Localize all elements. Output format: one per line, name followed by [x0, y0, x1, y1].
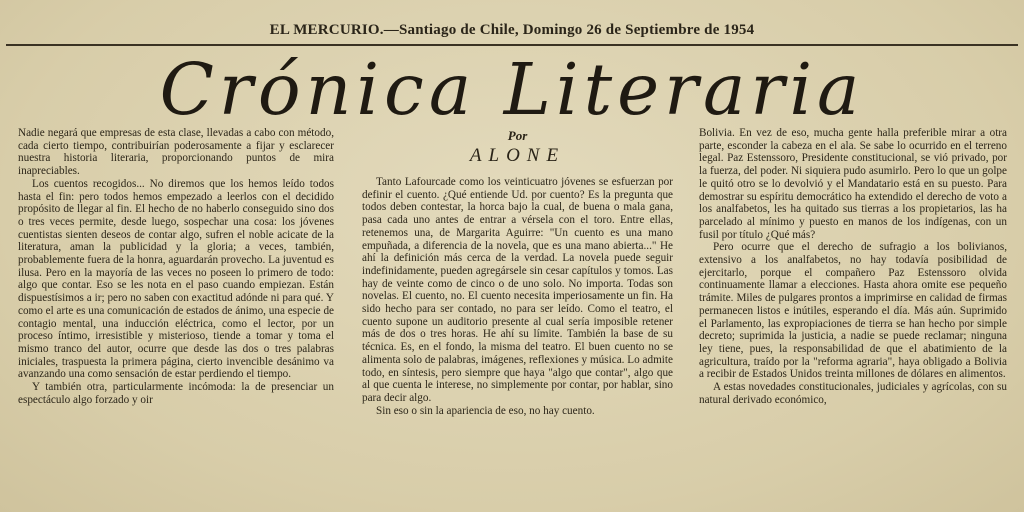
byline-author: ALONE [469, 145, 566, 166]
paragraph: A estas novedades constitucionales, judiciales y agrícolas, con su natural derivado económico, [699, 381, 1007, 406]
paragraph: Y también otra, particularmente incómoda: la de presenciar un espectáculo algo forzado y oir [18, 381, 334, 406]
headline: Crónica Literaria [159, 48, 865, 131]
column-middle [362, 176, 673, 512]
byline-por: Por [507, 128, 528, 143]
masthead: EL MERCURIO.—Santiago de Chile, Domingo 26 de Septiembre de 1954 [269, 22, 755, 38]
paragraph: Nadie negará que empresas de esta clase, llevadas a cabo con método, cada cierto tiempo, contribuirían poderosamente a fijar y esclarecer nuestra historia literaria, proporcionando puntos de mira inapreciables. [18, 127, 334, 178]
paragraph: Tanto Lafourcade como los veinticuatro jóvenes se esfuerzan por definir el cuento. ¿Qué entiende Ud. por cuento? Es la pregunta que todos deben contestar, la horca bajo la cual, de buena o mala gana, pasa cada uno antes de entrar a vérsela con el toro. Entre ellas, retenemos una, de Margarita Aguirre: "Un cuento es una mano empuñada, a diferencia de la novela, que es una mano abierta..." He ahí la definición más cerca de la verdad. La novela puede seguir indefinidamente, pueden agregársele sin cesar capítulos y tomos. Las hay de veinte como de cinco o de uno solo. No importa. Todas son novelas. El cuento, no. El cuento necesita imperiosamente un fin. Ha sido hecho para ser contado, no para ser leído. Como el teatro, el cuento supone un auditorio presente al cual sería imposible retener más de dos o tres horas. He ahí su límite. También la base de su técnica. Es, en el fondo, la misma del teatro. El buen cuento no se alimenta solo de palabras, imágenes, reflexiones y música. Lo admite todo, en síntesis, pero siempre que haya "algo que contar", algo que al que cuenta le interese, no simplemente por contar, por hablar, sino para decir algo. [362, 176, 673, 404]
paragraph: Sin eso o sin la apariencia de eso, no hay cuento. [376, 404, 595, 417]
paragraph: Pero ocurre que el derecho de sufragio a los bolivianos, extensivo a los analfabetos, no hay todavía posibilidad de ejercitarlo, porque el compañero Paz Estenssoro olvida continuamente llamar a elecciones. Hasta ahora omite ese pequeño trámite. Miles de pulgares prontos a imprimirse en calidad de firmas permanecen listos e inútiles, esperando el día. Más aún. Suprimido el Parlamento, las expropiaciones de tierra se han hecho por simple decreto; suprimida la justicia, a nadie se puede reclamar; ninguna ley tiene, pues, la responsabilidad de que el abatimiento de la agricultura, traído por la "reforma agraria", haya obligado a Bolivia a recibir de Estados Unidos treinta millones de dólares en alimentos. [699, 241, 1007, 381]
column-right [699, 127, 1007, 512]
paragraph: Bolivia. En vez de eso, mucha gente halla preferible mirar a otra parte, esconder la cabeza en el ala. Se sabe lo ocurrido en el terreno legal. Paz Estenssoro, Presidente constitucional, se vió privado, por la fuerza, del poder. Ni siquiera pudo asumirlo. Pero lo que un golpe le quitó otro se lo devolvió y el Mandatario está en su puesto. Para demostrar su espíritu democrático ha extendido el derecho de voto a los analfabetos, les ha quitado sus tierras a los propietarios, las ha parcelado al mínimo y puesto en manos de los indígenas, con un fusil por título ¿Qué más? [699, 127, 1007, 241]
column-left [18, 127, 334, 512]
paragraph: Los cuentos recogidos... No diremos que los hemos leído todos hasta el fin: pero todos hemos empezado a leerlos con el decidido propósito de llegar al fin. El hecho de no haberlo conseguido sino dos o tres veces permite, desde luego, sospechar una cosa: los jóvenes cuentistas sienten deseos de contar algo, sufren el noble acicate de la literatura, aman la publicidad y la gloria; a veces, también, probablemente fuera de la honra, aguardarán provecho. La juventud es ilusa. Pero en la mayoría de las veces no poseen lo primero de todo: algo que contar. Eso se les nota en el paso cuando empiezan. Están dispuestísimos a ir; pero no saben con exactitud adónde ni para qué. Y como el arte es una comunicación de estados de ánimo, una especie de contagio mental, una inducción eléctrica, como el lector, por un proceso íntimo, irresistible y misterioso, tiende a tomar y toma el mismo tranco del autor, ocurre que desde las dos o tres palabras iniciales, traspuesta la primera página, cierto invencible desánimo va avanzando una como sensación de estar perdiendo el tiempo. [18, 177, 334, 381]
masthead-rule [6, 44, 1018, 46]
